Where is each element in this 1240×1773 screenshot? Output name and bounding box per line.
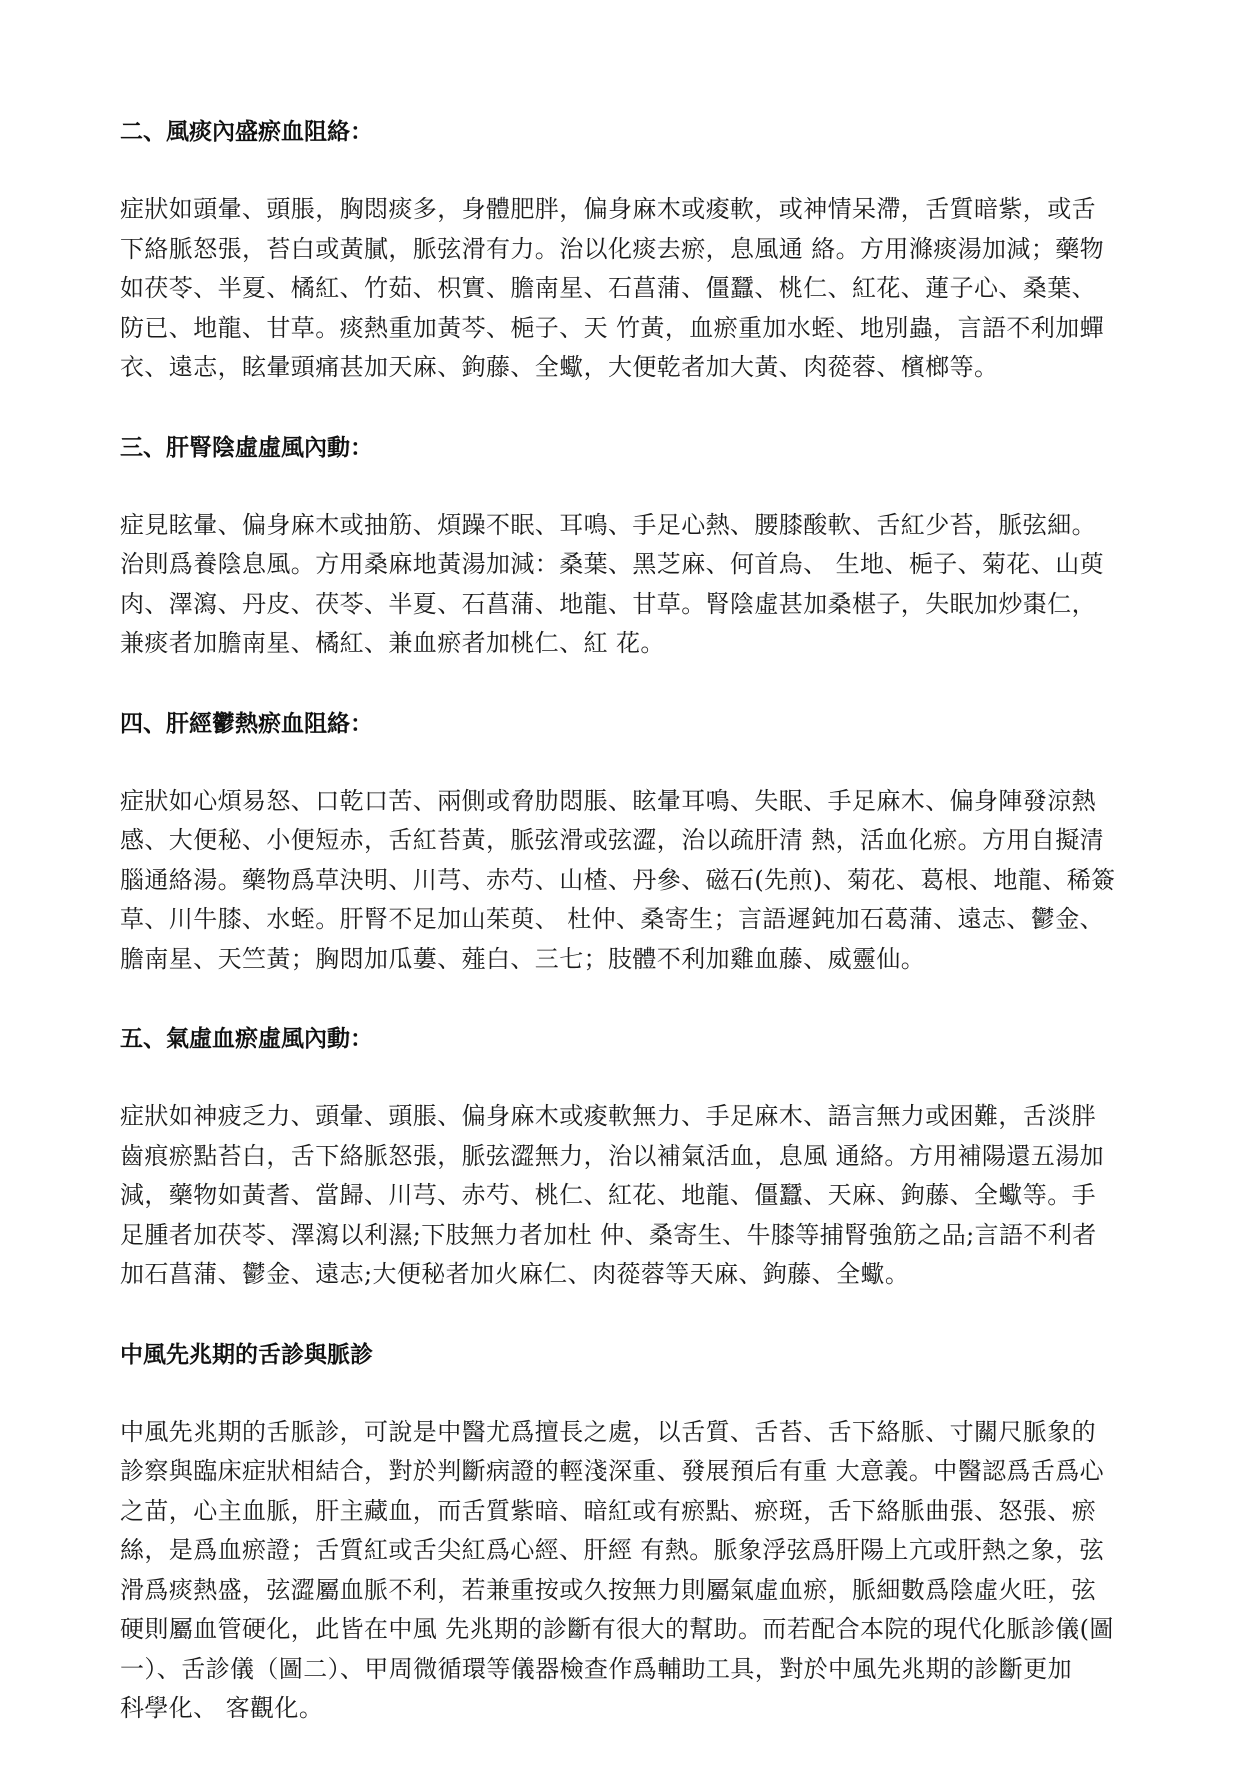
paragraph-line: 症狀如心煩易怒、口乾口苦、兩側或脅肋悶脹、眩暈耳鳴、失眠、手足麻木、偏身陣發涼熱 bbox=[120, 786, 1096, 815]
paragraph-line: 一）、舌診儀（圖二）、甲周微循環等儀器檢查作爲輔助工具，對於中風先兆期的診斷更加 bbox=[120, 1654, 1072, 1683]
section-heading: 二、風痰內盛瘀血阻絡： bbox=[120, 119, 373, 145]
paragraph-line: 硬則屬血管硬化，此皆在中風 先兆期的診斷有很大的幫助。而若配合本院的現代化脈診儀(圖 bbox=[120, 1615, 1114, 1643]
paragraph-line: 感、大便秘、小便短赤，舌紅苔黃，脈弦滑或弦澀，治以疏肝清 熱，活血化瘀。方用自擬清 bbox=[120, 826, 1105, 854]
section-paragraph bbox=[120, 190, 1124, 388]
paragraph-line: 下絡脈怒張，苔白或黃膩，脈弦滑有力。治以化痰去瘀，息風通 絡。方用滌痰湯加減；藥物 bbox=[120, 234, 1105, 263]
section-paragraph bbox=[120, 1413, 1124, 1729]
section-gan-shen bbox=[120, 432, 1124, 664]
section-qi-xu bbox=[120, 1023, 1124, 1295]
paragraph-line: 治則爲養陰息風。方用桑麻地黃湯加減：桑葉、黑芝麻、何首烏、 生地、梔子、菊花、山萸 bbox=[120, 550, 1105, 578]
section-paragraph bbox=[120, 506, 1124, 664]
section-heading: 三、肝腎陰虛虛風內動： bbox=[120, 434, 373, 461]
paragraph-line: 齒痕瘀點苔白，舌下絡脈怒張，脈弦澀無力，治以補氣活血，息風 通絡。方用補陽還五湯加 bbox=[120, 1141, 1105, 1170]
paragraph-line: 足腫者加茯苓、澤瀉以利濕;下肢無力者加杜 仲、桑寄生、牛膝等捕腎強筋之品;言語不利者 bbox=[120, 1220, 1097, 1249]
paragraph-line: 兼痰者加膽南星、橘紅、兼血瘀者加桃仁、紅 花。 bbox=[120, 629, 665, 657]
section-heading: 五、氣虛血瘀虛風內動： bbox=[120, 1026, 373, 1052]
section-paragraph bbox=[120, 782, 1124, 980]
paragraph-line: 減，藥物如黃耆、當歸、川芎、赤芍、桃仁、紅花、地龍、僵蠶、天麻、鉤藤、全蠍等。手 bbox=[120, 1181, 1096, 1209]
section-heading: 四、肝經鬱熱瘀血阻絡： bbox=[120, 710, 373, 737]
paragraph-line: 草、川牛膝、水蛭。肝腎不足加山茱萸、 杜仲、桑寄生；言語遲鈍加石葛蒲、遠志、鬱金、 bbox=[120, 905, 1105, 933]
paragraph-line: 膽南星、天竺黃；胸悶加瓜蔞、薤白、三七；肢體不利加雞血藤、威靈仙。 bbox=[120, 944, 926, 973]
section-tongue-pulse bbox=[120, 1339, 1124, 1729]
section-heading: 中風先兆期的舌診與脈診 bbox=[120, 1341, 373, 1368]
paragraph-line: 診察與臨床症狀相結合，對於判斷病證的輕淺深重、發展預后有重 大意義。中醫認爲舌爲心 bbox=[120, 1457, 1105, 1485]
paragraph-line: 科學化、 客觀化。 bbox=[120, 1694, 324, 1722]
paragraph-line: 中風先兆期的舌脈診，可說是中醫尤爲擅長之處，以舌質、舌苔、舌下絡脈、寸關尺脈象的 bbox=[120, 1417, 1096, 1446]
section-paragraph bbox=[120, 1097, 1124, 1295]
section-gan-jing bbox=[120, 708, 1124, 980]
paragraph-line: 症狀如頭暈、頭脹，胸悶痰多，身體肥胖，偏身麻木或痠軟，或神情呆滯，舌質暗紫，或舌 bbox=[120, 195, 1096, 223]
section-feng-tan bbox=[120, 116, 1124, 388]
paragraph-line: 症見眩暈、偏身麻木或抽筋、煩躁不眠、耳鳴、手足心熱、腰膝酸軟、舌紅少苔，脈弦細。 bbox=[120, 510, 1096, 539]
paragraph-line: 之苗，心主血脈，肝主藏血，而舌質紫暗、暗紅或有瘀點、瘀斑，舌下絡脈曲張、怒張、瘀 bbox=[120, 1496, 1096, 1525]
paragraph-line: 絲，是爲血瘀證；舌質紅或舌尖紅爲心經、肝經 有熱。脈象浮弦爲肝陽上亢或肝熱之象，弦 bbox=[120, 1536, 1105, 1564]
paragraph-line: 衣、遠志，眩暈頭痛甚加天麻、鉤藤、全蠍，大便乾者加大黃、肉蓯蓉、檳榔等。 bbox=[120, 353, 999, 381]
document-page bbox=[120, 116, 1124, 1773]
paragraph-line: 腦通絡湯。藥物爲草決明、川芎、赤芍、山楂、丹參、磁石(先煎)、菊花、葛根、地龍、稀簽 bbox=[120, 865, 1116, 894]
paragraph-line: 如茯苓、半夏、橘紅、竹茹、枳實、膽南星、石菖蒲、僵蠶、桃仁、紅花、蓮子心、桑葉、 bbox=[120, 274, 1096, 302]
paragraph-line: 防已、地龍、甘草。痰熱重加黃芩、梔子、天 竹黃，血瘀重加水蛭、地別蟲，言語不利加蟬 bbox=[120, 313, 1105, 342]
paragraph-line: 加石菖蒲、鬱金、遠志;大便秘者加火麻仁、肉蓯蓉等天麻、鉤藤、全蠍。 bbox=[120, 1260, 910, 1288]
paragraph-line: 肉、澤瀉、丹皮、茯苓、半夏、石菖蒲、地龍、甘草。腎陰虛甚加桑椹子，失眠加炒棗仁， bbox=[120, 589, 1096, 618]
paragraph-line: 滑爲痰熱盛，弦澀屬血脈不利，若兼重按或久按無力則屬氣虛血瘀，脈細數爲陰虛火旺，弦 bbox=[120, 1575, 1096, 1604]
paragraph-line: 症狀如神疲乏力、頭暈、頭脹、偏身麻木或痠軟無力、手足麻木、語言無力或困難，舌淡胖 bbox=[120, 1102, 1096, 1130]
